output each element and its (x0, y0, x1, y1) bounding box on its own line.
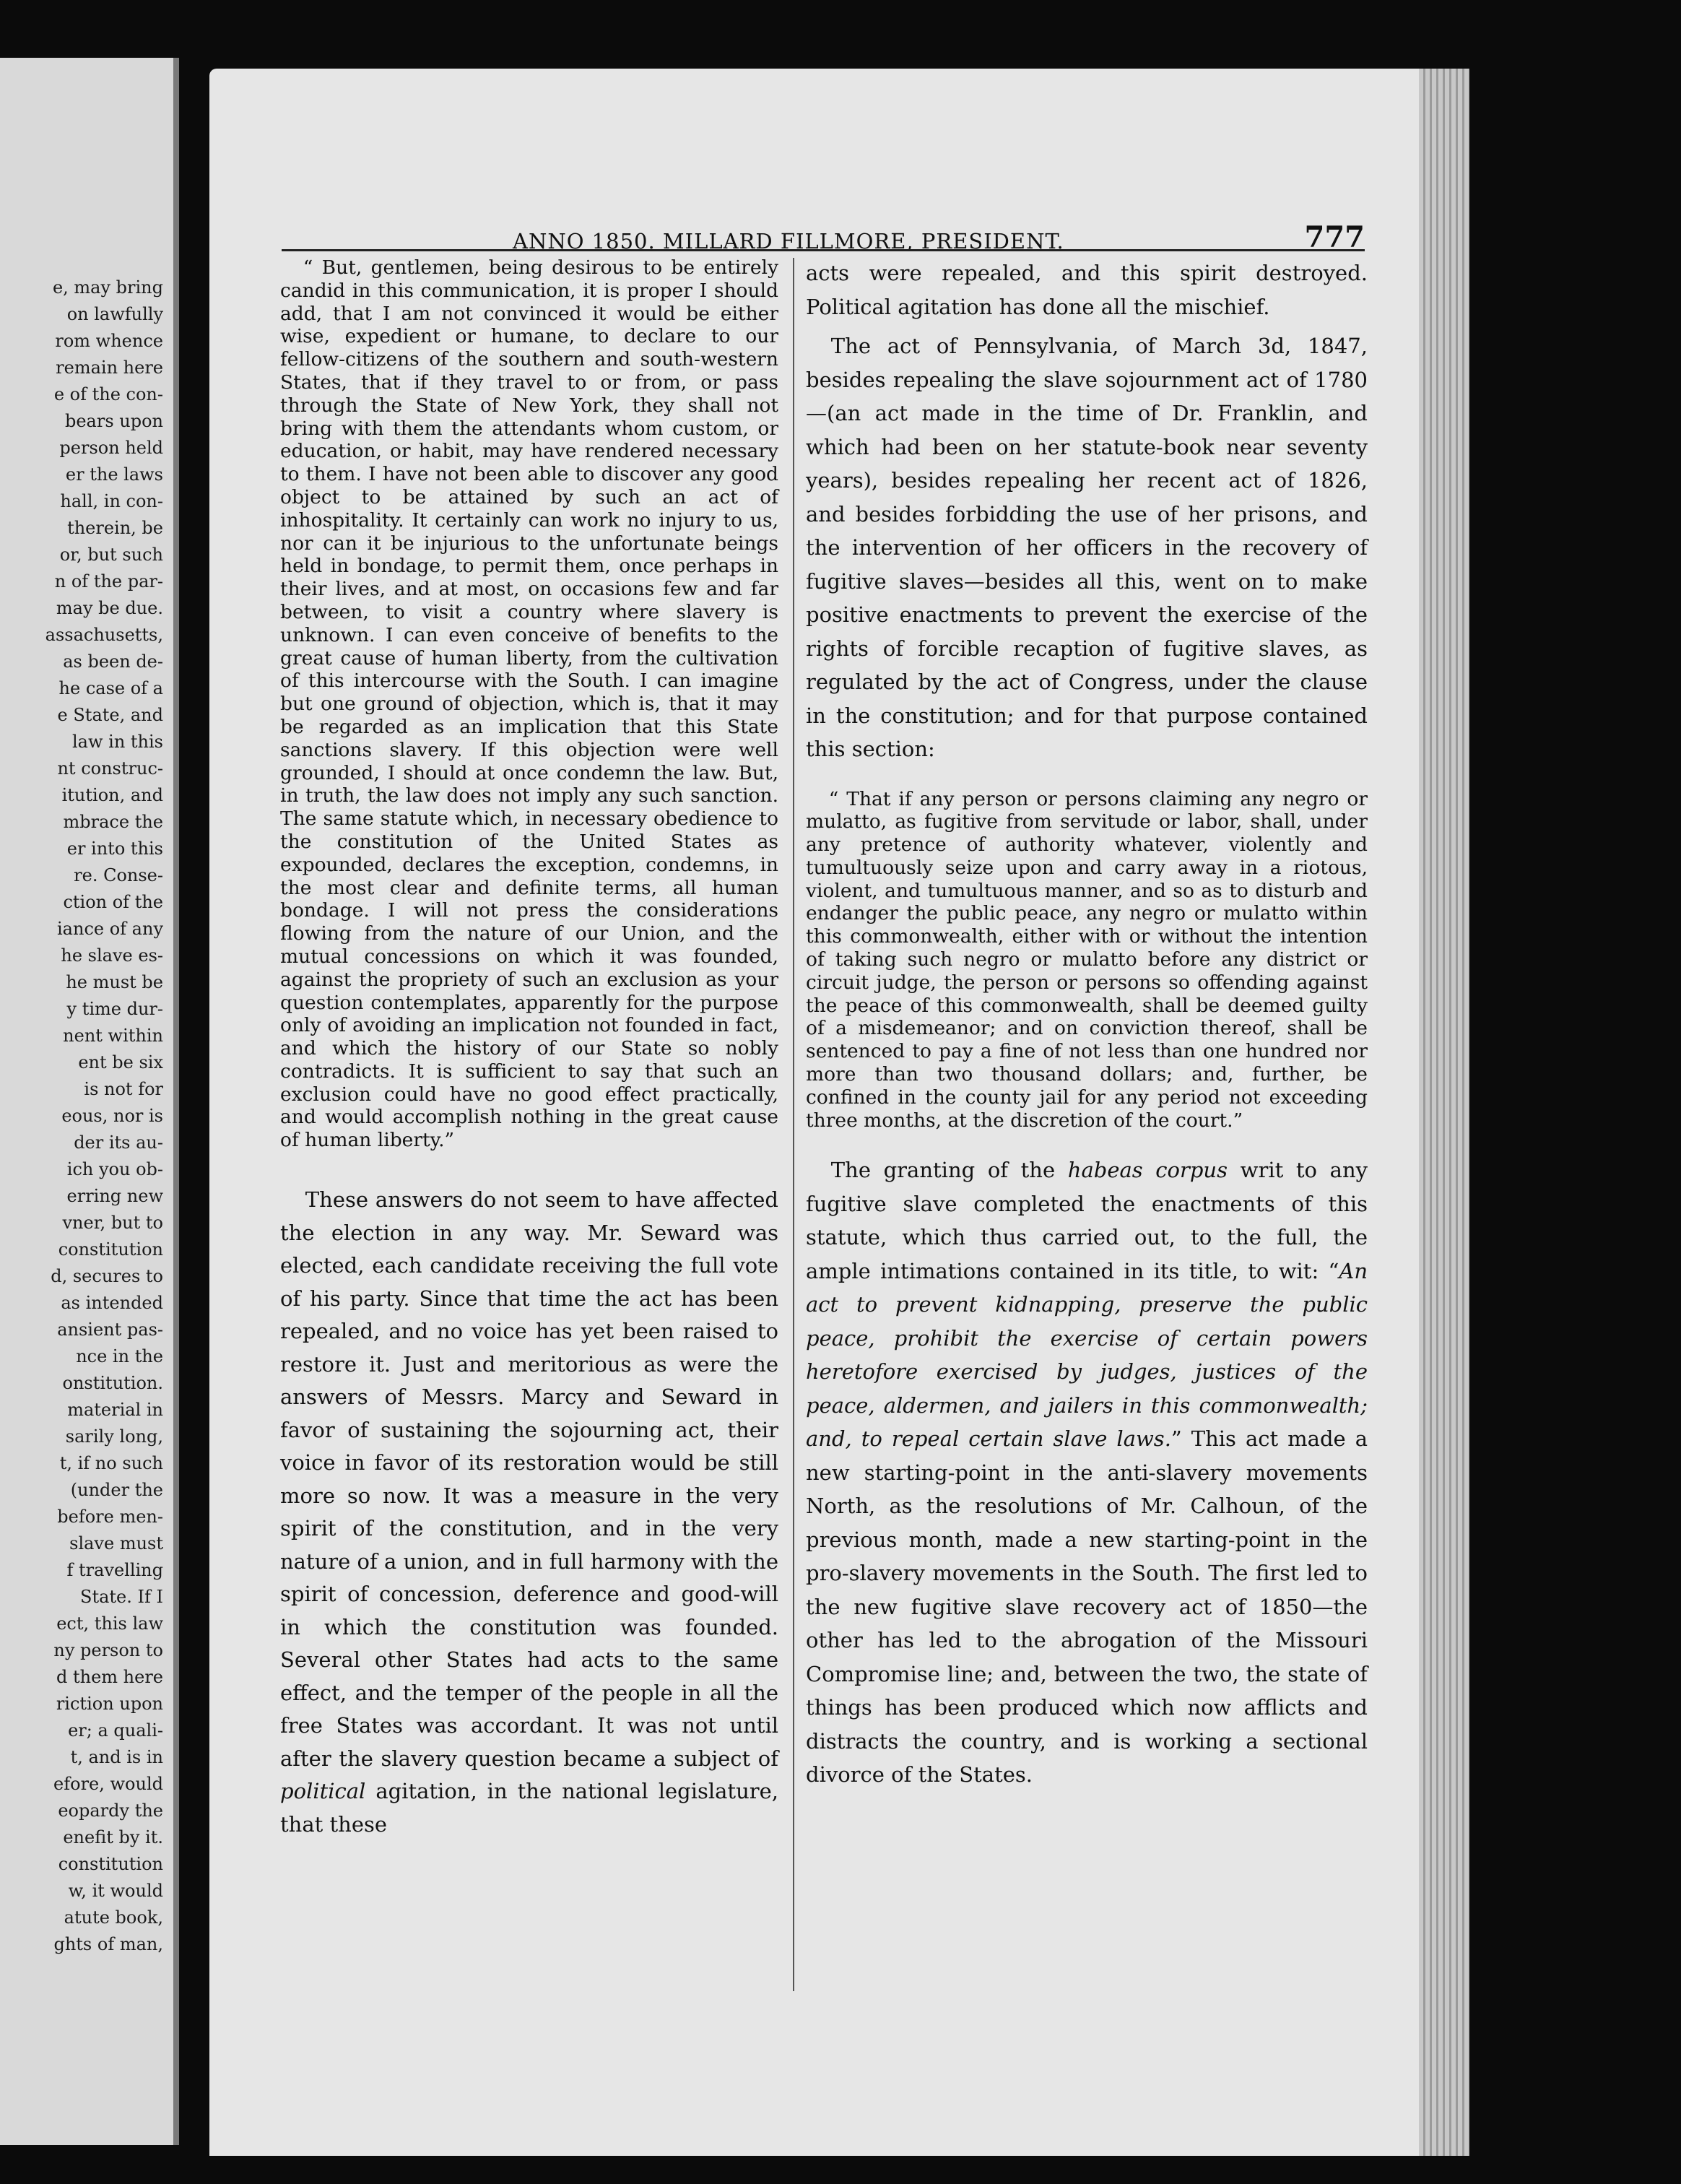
previous-page-line: er; a quali- (68, 1720, 163, 1741)
previous-page-line: er the laws (65, 464, 163, 485)
column-rule (793, 258, 794, 1991)
previous-page-line: re. Conse- (74, 865, 163, 885)
previous-page-line: as been de- (63, 651, 163, 672)
previous-page-line: nent within (63, 1026, 163, 1046)
paragraph-habeas-corpus (806, 1153, 1368, 1792)
previous-page-line: material in (67, 1400, 163, 1420)
previous-page-line: t, and is in (70, 1747, 163, 1767)
italic-habeas-corpus: habeas corpus (1067, 1158, 1228, 1183)
previous-page-line: may be due. (56, 598, 163, 618)
previous-page-line: assachusetts, (45, 625, 163, 645)
previous-page-line: erring new (66, 1186, 163, 1206)
previous-page-line: f travelling (66, 1560, 163, 1580)
previous-page-text (45, 274, 163, 1958)
previous-page-line: constitution (58, 1854, 163, 1874)
seward-letter-quote: “ But, gentlemen, being desirous to be entirely candid in this communication, it is proper I should add, that I am not convinced it would be either wise, expedient or humane, to declare to our fellow-citizens of the southern and south-western States, that if they travel to or from, or pass through the State of New York, they shall not bring with them the attendants whom custom, or education, or habit, may have rendered necessary to them. I have not been able to discover any good object to be attained by such an act of inhospitality. It certainly can work no injury to us, nor can it be injurious to the unfortunate beings held in bondage, to permit them, once perhaps in their lives, and at most, on occasions few and far between, to visit a country where slavery is unknown. I can even conceive of benefits to the great cause of human liberty, from the cultivation of this intercourse with the South. I can imagine but one ground of objection, which is, that it may be regarded as an implication that this State sanctions slavery. If this objection were well grounded, I should at once condemn the law. But, in truth, the law does not imply any such sanction. The same statute which, in necessary obedience to the constitution of the United States as expounded, declares the exception, condemns, in the most clear and definite terms, all human bondage. I will not press the considerations flowing from the nature of our Union, and the mutual concessions on which it was founded, against the propriety of such an exclusion as your question contemplates, apparently for the purpose only of avoiding an implication not founded in fact, and which the history of our State so nobly contradicts. It is sufficient to say that such an exclusion could have no good effect practically, and would accomplish nothing in the great cause of human liberty.” (280, 256, 778, 1152)
previous-page-line: hall, in con- (60, 491, 163, 511)
running-title: ANNO 1850. MILLARD FILLMORE, PRESIDENT. (513, 229, 1064, 254)
previous-page-line: der its au- (74, 1132, 163, 1153)
previous-page-line: he case of a (58, 678, 163, 698)
previous-page-line: slave must (69, 1533, 163, 1554)
previous-page-line: is not for (84, 1079, 163, 1099)
paragraph-continuation: acts were repealed, and this spirit destroyed. Political agitation has done all the mischief. (806, 261, 1368, 319)
previous-page-line: before men- (57, 1507, 163, 1527)
previous-page-line: ction of the (63, 892, 163, 912)
previous-page-line: sarily long, (65, 1426, 163, 1447)
previous-page-line: State. If I (80, 1587, 163, 1607)
paragraph-election-text: These answers do not seem to have affected the election in any way. Mr. Seward was elected, each candidate receiving the full vote of his party. Since that time the act has been repealed, and no voice has yet been raised to restore it. Just and meritorious as were the answers of Messrs. Marcy and Seward in favor of sustaining the sojourning act, their voice in favor of its restoration would be still more so now. It was a measure in the very spirit of the constitution, and in the very nature of a union, and in full harmony with the spirit of concession, deference and good-will in which the constitution was founded. Several other States had acts to the same effect, and the temper of the people in all the free States was accordant. It was not until after the slavery question became a subject of (280, 1187, 778, 1771)
previous-page-line: (under the (70, 1480, 163, 1500)
habeas-text-end: ” This act made a new starting-point in the anti-slavery movements North, as the resolutions of Mr. Calhoun, of the previous month, made a new starting-point in the pro-slavery movements in the South. The first led to the new fugitive slave recovery act of 1850—the other has led to the abrogation of the Missouri Compromise line; and, between the two, the state of things has been produced which now afflicts and distracts the country, and is working a sectional divorce of the States. (806, 1426, 1368, 1788)
previous-page-line: e State, and (57, 705, 163, 725)
paragraph-election-end: agitation, in the national legislature, that these (280, 1779, 778, 1837)
italic-act-title: An act to prevent kidnapping, preserve the public peace, prohibit the exercise of certain powers heretofore exercised by judges, justices of the peace, aldermen, and jailers in this commonwealth; and, to repeal certain slave laws. (806, 1258, 1368, 1452)
previous-page-line: efore, would (53, 1774, 163, 1794)
page-number: 777 (1304, 220, 1365, 254)
previous-page-line: enefit by it. (63, 1827, 163, 1847)
habeas-text-mid: writ to any fugitive slave completed the enactments of this statute, which thus carried out, to the full, the ample intimations contained in its title, to wit: “ (806, 1158, 1368, 1283)
previous-page-line: or, but such (59, 545, 163, 565)
previous-page-line: y time dur- (66, 999, 163, 1019)
previous-page-line: law in this (71, 732, 163, 752)
previous-page-line: constitution (58, 1239, 163, 1260)
previous-page-line: er into this (66, 838, 163, 859)
previous-page-line: eopardy the (58, 1800, 163, 1821)
previous-page-line: therein, be (67, 518, 163, 538)
previous-page-line: bears upon (64, 411, 163, 431)
left-column (280, 256, 778, 1841)
previous-page-line: e of the con- (53, 384, 163, 404)
previous-page-line: atute book, (64, 1907, 163, 1928)
header-rule (282, 249, 1365, 251)
previous-page-line: ny person to (53, 1640, 163, 1660)
previous-page-line: rom whence (55, 331, 163, 351)
book-page (209, 69, 1469, 2156)
previous-page-line: he must be (66, 972, 163, 992)
previous-page-line: e, may bring (52, 277, 163, 298)
previous-page-line: onstitution. (62, 1373, 163, 1393)
pennsylvania-statute-quote: “ That if any person or persons claiming any negro or mulatto, as fugitive from servitude or labor, shall, under any pretence of authority whatever, violently and tumultuously seize upon and carry away in a riotous, violent, and tumultuous manner, and so as to disturb and endanger the public peace, any negro or mulatto within this commonwealth, either with or without the intention of taking such negro or mulatto before any district or circuit judge, the person or persons so offending against the peace of this commonwealth, shall be deemed guilty of a misdemeanor; and on conviction thereof, shall be sentenced to pay a fine of not less than one hundred nor more than two thousand dollars; and, further, be confined in the county jail for any period not exceeding three months, at the discretion of the court.” (806, 787, 1368, 1132)
italic-political: political (280, 1779, 366, 1804)
previous-page-line: as intended (61, 1293, 163, 1313)
previous-page-line: nce in the (76, 1346, 163, 1366)
previous-page-line: ent be six (78, 1052, 163, 1072)
previous-page-line: on lawfully (66, 304, 163, 324)
previous-page-line: eous, nor is (61, 1106, 163, 1126)
previous-page-line: ect, this law (56, 1613, 163, 1634)
previous-page-edge (0, 58, 179, 2145)
previous-page-line: ansient pas- (57, 1320, 163, 1340)
previous-page-line: d, secures to (51, 1266, 163, 1286)
previous-page-line: remain here (56, 358, 163, 378)
previous-page-line: person held (59, 438, 163, 458)
right-column (806, 256, 1368, 1792)
previous-page-line: n of the par- (54, 571, 163, 592)
previous-page-line: vner, but to (62, 1213, 163, 1233)
previous-page-line: he slave es- (61, 945, 163, 966)
paragraph-election (280, 1184, 778, 1841)
page-stack-edge (1419, 69, 1469, 2156)
previous-page-line: riction upon (56, 1694, 163, 1714)
previous-page-line: itution, and (61, 785, 163, 805)
previous-page-line: w, it would (68, 1881, 163, 1901)
previous-page-line: ghts of man, (53, 1934, 163, 1954)
previous-page-line: ich you ob- (66, 1159, 163, 1179)
previous-page-line: d them here (56, 1667, 163, 1687)
habeas-text-start: The granting of the (830, 1158, 1056, 1183)
previous-page-line: iance of any (57, 919, 163, 939)
previous-page-line: nt construc- (57, 758, 163, 779)
previous-page-line: mbrace the (63, 812, 163, 832)
paragraph-pennsylvania-act: The act of Pennsylvania, of March 3d, 1847, besides repealing the slave sojournment act of 1780—(an act made in the time of Dr. Franklin, and which had been on her statute-book near seventy years), besides repealing her recent act of 1826, and besides forbidding the use of her prisons, and the intervention of her officers in the recovery of fugitive slaves—besides all this, went on to make positive enactments to prevent the exercise of the rights of forcible recaption of fugitive slaves, as regulated by the act of Congress, under the clause in the constitution; and for that purpose contained this section: (806, 334, 1368, 761)
previous-page-line: t, if no such (59, 1453, 163, 1473)
